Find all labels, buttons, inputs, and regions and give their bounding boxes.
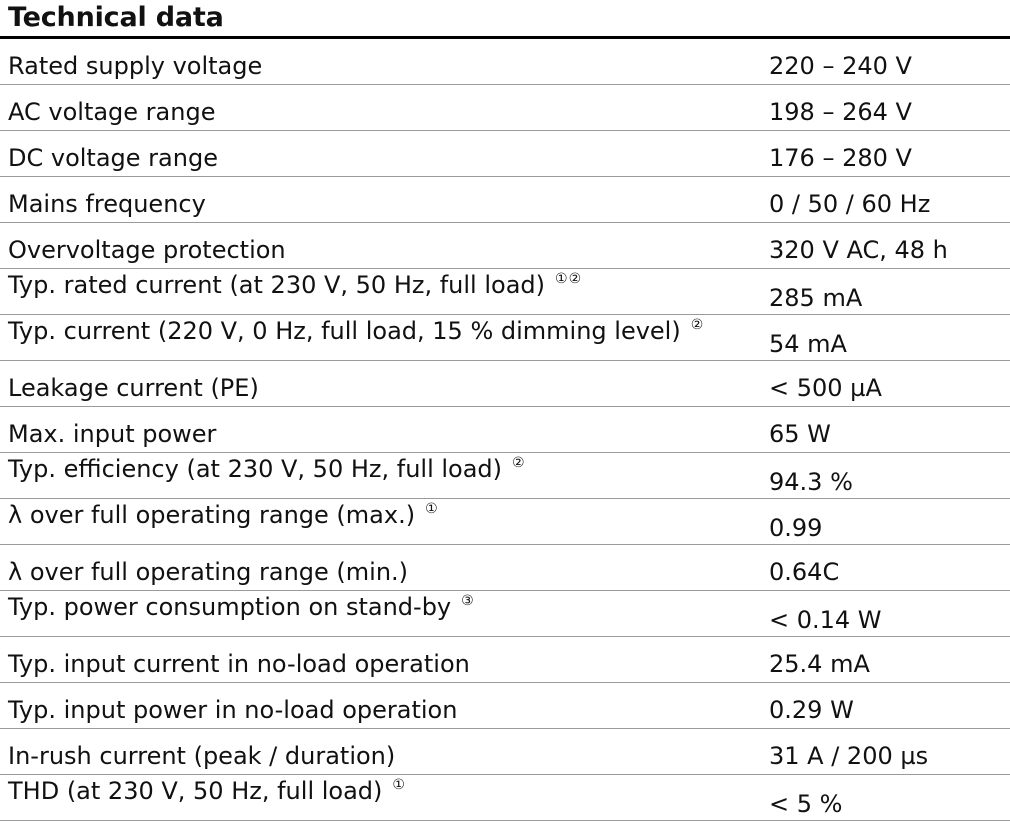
row-label: Leakage current (PE)	[8, 374, 259, 402]
row-value: 285 mA	[769, 284, 863, 312]
table-row	[0, 729, 1010, 775]
row-label: Rated supply voltage	[8, 52, 263, 80]
row-value: < 5 %	[769, 790, 843, 818]
table-row	[0, 361, 1010, 407]
row-value: 54 mA	[769, 330, 847, 358]
row-label: In-rush current (peak / duration)	[8, 742, 396, 770]
footnote-marker: ②	[512, 455, 526, 471]
row-label: THD (at 230 V, 50 Hz, full load) ①	[8, 777, 406, 805]
row-value: 176 – 280 V	[769, 144, 912, 172]
row-label: λ over full operating range (min.)	[8, 558, 409, 586]
table-row	[0, 499, 1010, 545]
row-value: 0.99	[769, 514, 823, 542]
row-label: λ over full operating range (max.) ①	[8, 501, 439, 529]
page-title: Technical data	[8, 2, 224, 33]
row-value: 31 A / 200 µs	[769, 742, 929, 770]
row-label: Typ. rated current (at 230 V, 50 Hz, full load) ①②	[8, 271, 583, 299]
footnote-marker: ①	[425, 501, 439, 517]
row-value: 198 – 264 V	[769, 98, 912, 126]
row-label: Typ. power consumption on stand-by ③	[8, 593, 475, 621]
row-value: 94.3 %	[769, 468, 853, 496]
row-value: 65 W	[769, 420, 831, 448]
table-row	[0, 39, 1010, 85]
table-row	[0, 453, 1010, 499]
table-row	[0, 637, 1010, 683]
row-label: Max. input power	[8, 420, 217, 448]
table-row	[0, 223, 1010, 269]
row-label: Typ. input current in no-load operation	[8, 650, 470, 678]
table-row	[0, 591, 1010, 637]
table-row	[0, 269, 1010, 315]
table-row	[0, 315, 1010, 361]
table-row	[0, 407, 1010, 453]
row-label: Mains frequency	[8, 190, 206, 218]
row-label: Typ. current (220 V, 0 Hz, full load, 15 % dimming level) ②	[8, 317, 705, 345]
footnote-marker: ③	[461, 593, 475, 609]
row-value: 0.64C	[769, 558, 840, 586]
table-row	[0, 683, 1010, 729]
table-row	[0, 775, 1010, 821]
table-row	[0, 85, 1010, 131]
row-label: Typ. input power in no-load operation	[8, 696, 458, 724]
row-label: Overvoltage protection	[8, 236, 286, 264]
row-value: 220 – 240 V	[769, 52, 912, 80]
table-row	[0, 177, 1010, 223]
row-label: DC voltage range	[8, 144, 218, 172]
row-value: < 500 µA	[769, 374, 882, 402]
table-row	[0, 545, 1010, 591]
row-value: 0 / 50 / 60 Hz	[769, 190, 931, 218]
footnote-marker: ②	[690, 317, 705, 333]
row-value: 320 V AC, 48 h	[769, 236, 948, 264]
table-row	[0, 131, 1010, 177]
footnote-marker: ①②	[555, 271, 583, 287]
row-label: Typ. efficiency (at 230 V, 50 Hz, full load) ②	[8, 455, 526, 483]
footnote-marker: ①	[392, 777, 406, 793]
technical-data-table	[0, 39, 1010, 821]
row-label: AC voltage range	[8, 98, 216, 126]
row-value: 0.29 W	[769, 696, 854, 724]
row-value: < 0.14 W	[769, 606, 882, 634]
row-value: 25.4 mA	[769, 650, 870, 678]
